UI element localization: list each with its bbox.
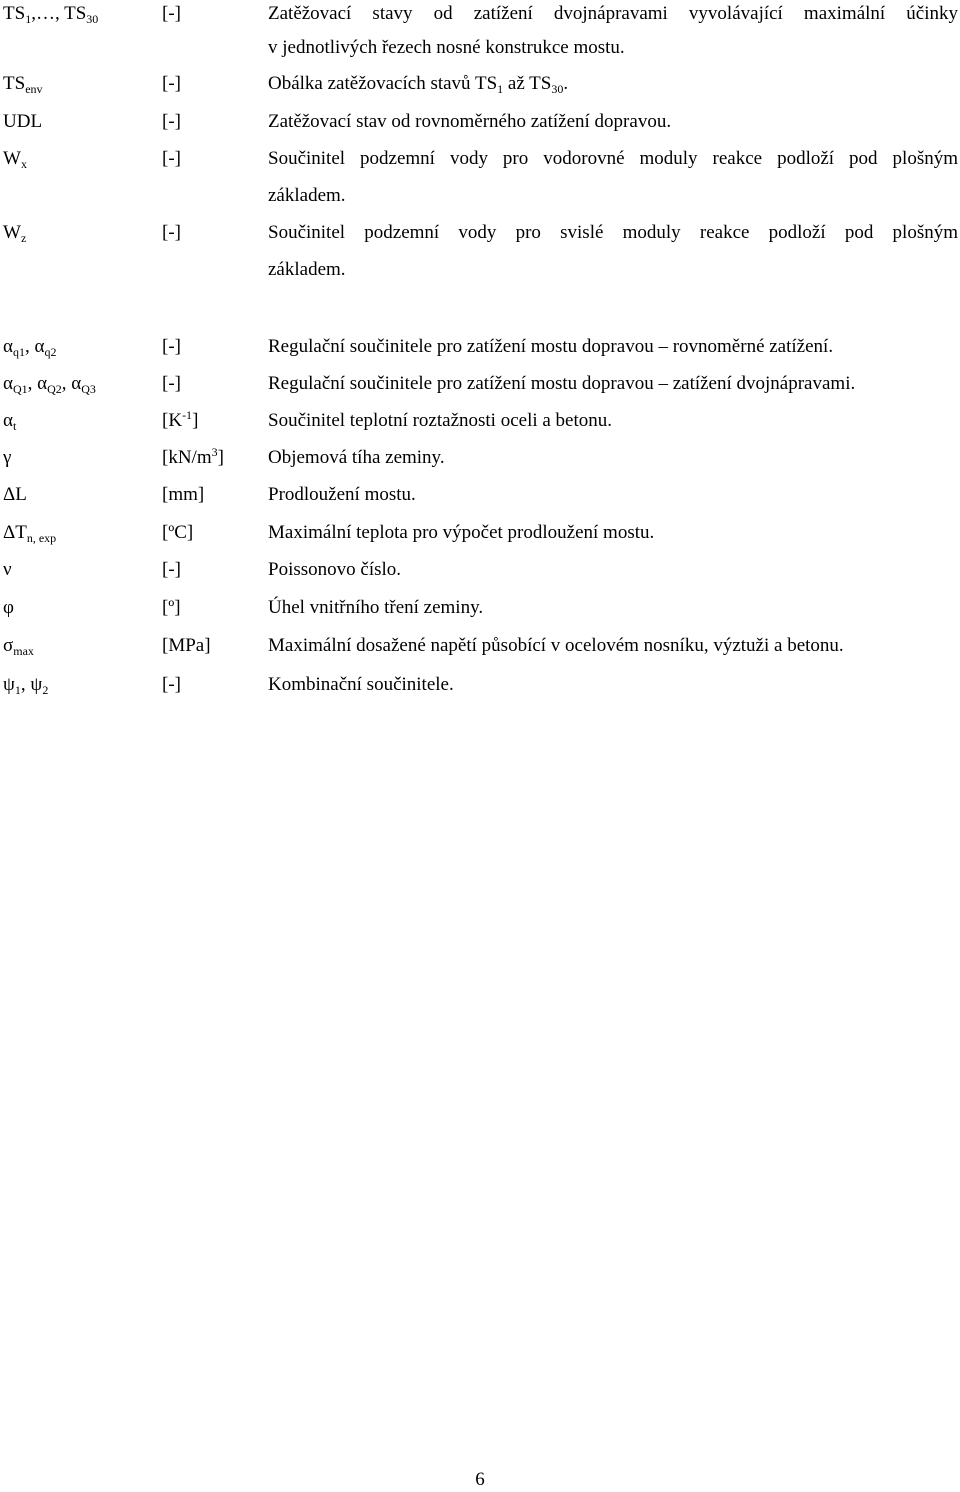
symbol-row-ts-load-states (0, 2, 960, 28)
unit: [-] (162, 222, 181, 243)
symbol-row-gamma (0, 446, 960, 472)
symbol: $\Delta T_{n, exp}$ (3, 522, 57, 545)
description: Objemová tíha zeminy. (268, 447, 445, 468)
description: Maximální dosažené napětí působící v ocelovém nosníku, výztuži a betonu. (268, 635, 844, 656)
symbol: ΔL (3, 484, 27, 505)
symbol-row-wx (0, 147, 960, 173)
unit: [-] (162, 3, 181, 24)
symbol-row-psi (0, 673, 960, 699)
symbol: $TS_1,\dots$, $TS_{30}$ (3, 3, 99, 26)
unit: $[kN/m^3]$ (162, 445, 224, 468)
symbol: $\alpha_{q1}$, $\alpha_{q2}$ (3, 336, 57, 359)
page-number: 6 (475, 1469, 485, 1490)
unit: [-] (162, 73, 181, 94)
symbol-row-ts-env (0, 72, 960, 98)
symbol: $\psi_1$, $\psi_2$ (3, 674, 49, 697)
symbol-row-wz-continued (0, 258, 960, 284)
symbol: $\alpha_t$ (3, 410, 17, 433)
description: Zatěžovací stavy od zatížení dvojnápravami vyvolávající maximální účinky (268, 3, 958, 24)
unit: [ºC] (162, 522, 194, 543)
symbol: $TS_{env}$ (3, 73, 43, 96)
unit: $[K^{-1}]$ (162, 408, 199, 431)
symbol-row-ts-load-states-continued (0, 36, 960, 62)
symbol-row-alpha-Q (0, 372, 960, 398)
description-continued: základem. (268, 185, 346, 206)
symbol-row-udl (0, 110, 960, 136)
symbol-row-phi (0, 596, 960, 622)
symbol-row-delta-t (0, 521, 960, 547)
symbol: $\alpha_{Q1}$, $\alpha_{Q2}$, $\alpha_{Q3}$ (3, 373, 96, 396)
symbol: $W_x$ (3, 148, 27, 171)
symbol-row-wz (0, 221, 960, 247)
description: Prodloužení mostu. (268, 484, 416, 505)
symbol-row-alpha-q (0, 335, 960, 361)
symbol-row-delta-l (0, 483, 960, 509)
unit: [MPa] (162, 635, 211, 656)
symbol: UDL (3, 111, 43, 132)
description: Regulační součinitele pro zatížení mostu dopravou – rovnoměrné zatížení. (268, 336, 834, 357)
unit: [º] (162, 597, 181, 618)
symbol-row-sigma-max (0, 634, 960, 660)
unit: [-] (162, 148, 181, 169)
description-continued: v jednotlivých řezech nosné konstrukce mostu. (268, 37, 625, 58)
description: Regulační součinitele pro zatížení mostu dopravou – zatížení dvojnápravami. (268, 373, 856, 394)
description: Úhel vnitřního tření zeminy. (268, 597, 484, 618)
description: Součinitel teplotní roztažnosti oceli a betonu. (268, 410, 613, 431)
unit: [-] (162, 674, 181, 695)
description: Poissonovo číslo. (268, 559, 402, 580)
description: Kombinační součinitele. (268, 674, 454, 695)
description: Součinitel podzemní vody pro vodorovné moduly reakce podloží pod plošným (268, 148, 958, 169)
description: Zatěžovací stav od rovnoměrného zatížení dopravou. (268, 111, 672, 132)
symbol: γ (3, 447, 12, 468)
unit: [-] (162, 336, 181, 357)
symbol: $\sigma_{max}$ (3, 635, 34, 658)
symbol-row-nu (0, 558, 960, 584)
symbol-row-wx-continued (0, 184, 960, 210)
symbol-row-alpha-t (0, 409, 960, 435)
unit: [-] (162, 559, 181, 580)
symbol: $W_z$ (3, 222, 27, 245)
symbol: φ (3, 597, 14, 618)
symbol: ν (3, 559, 12, 580)
description: Obálka zatěžovacích stavů $TS_1$ až $TS_{30}$. (268, 73, 569, 96)
description: Maximální teplota pro výpočet prodloužení mostu. (268, 522, 655, 543)
description-continued: základem. (268, 259, 346, 280)
description: Součinitel podzemní vody pro svislé moduly reakce podloží pod plošným (268, 222, 958, 243)
unit: [mm] (162, 484, 205, 505)
unit: [-] (162, 111, 181, 132)
unit: [-] (162, 373, 181, 394)
